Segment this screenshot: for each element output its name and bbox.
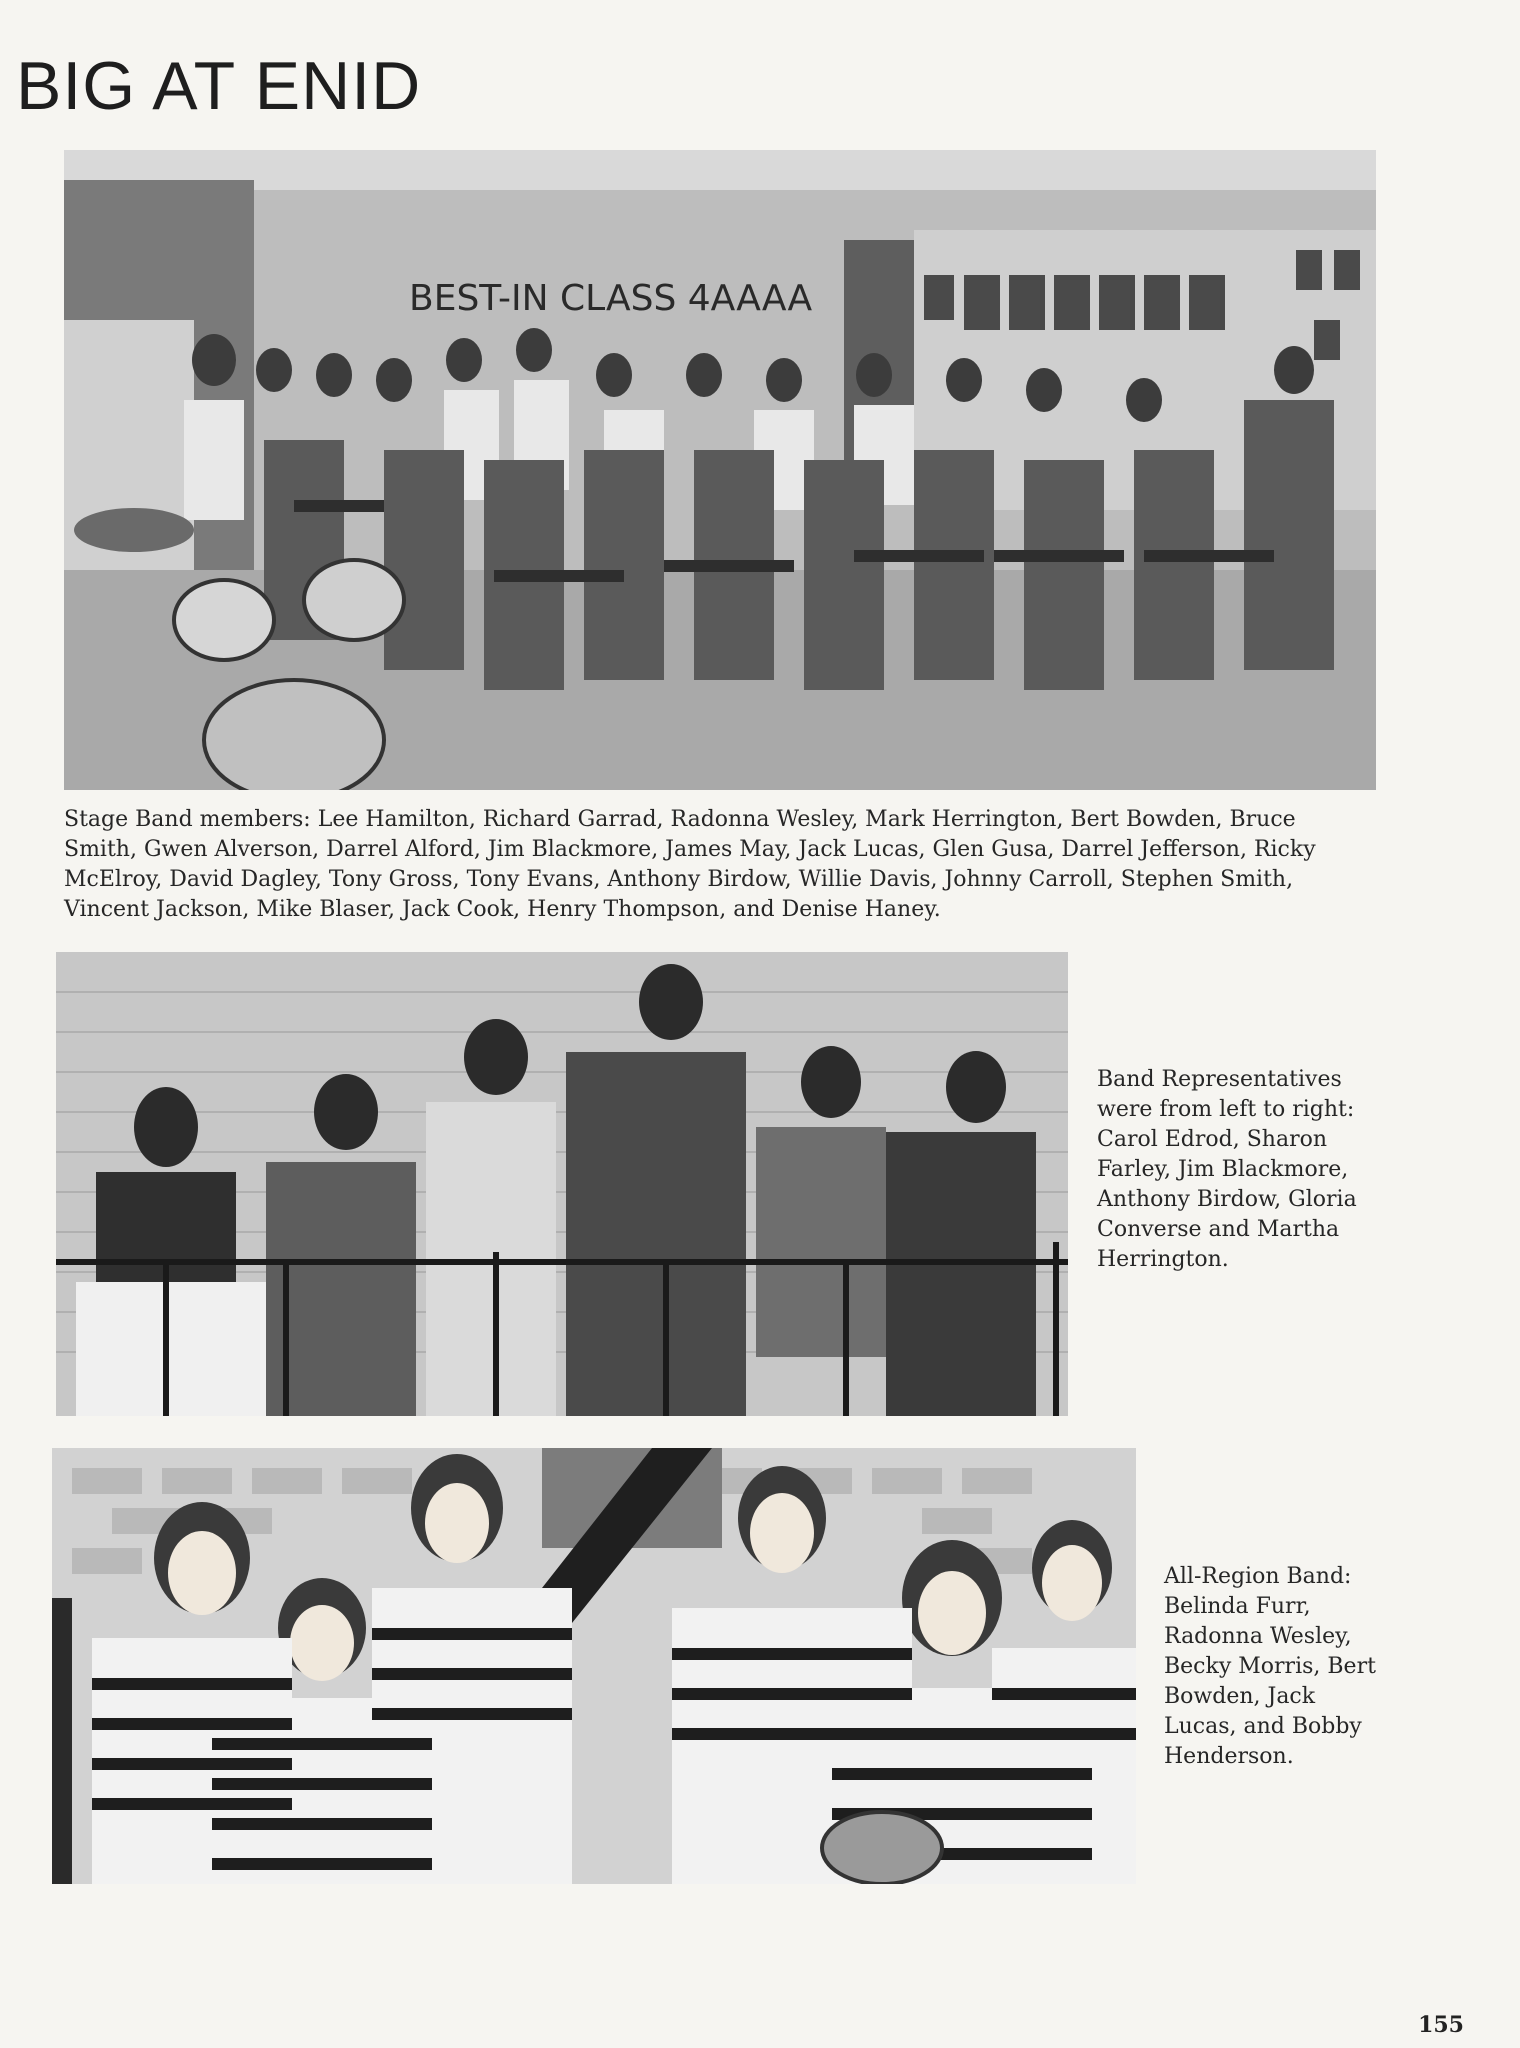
banner-text: BEST-IN CLASS 4AAAA bbox=[409, 278, 813, 319]
band-representatives-photo-illustration bbox=[56, 952, 1068, 1416]
band-representatives-photo bbox=[56, 952, 1068, 1416]
all-region-band-caption: All-Region Band: Belinda Furr, Radonna Wesley, Becky Morris, Bert Bowden, Jack Lucas, and Bobby Henderson. bbox=[1164, 1564, 1376, 1769]
page-number: 155 bbox=[1418, 2012, 1464, 2038]
band-representatives-caption: Band Representatives were from left to right: Carol Edrod, Sharon Farley, Jim Blackmore, Anthony Birdow, Gloria Converse and Martha Herrington. bbox=[1097, 1067, 1357, 1272]
all-region-band-photo bbox=[52, 1448, 1136, 1884]
stage-band-photo bbox=[64, 150, 1376, 790]
all-region-band-photo-illustration bbox=[52, 1448, 1136, 1884]
page-title: BIG AT ENID bbox=[16, 48, 422, 124]
stage-band-caption: Stage Band members: Lee Hamilton, Richard Garrad, Radonna Wesley, Mark Herrington, Bert Bowden, Bruce Smith, Gwen Alverson, Darrel Alford, Jim Blackmore, James May, Jack Lucas, Glen Gusa, Darrel Jefferson, Ricky McElroy, David Dagley, Tony Gross, Tony Evans, Anthony Birdow, Willie Davis, Johnny Carroll, Stephen Smith, Vincent Jackson, Mike Blaser, Jack Cook, Henry Thompson, and Denise Haney. bbox=[64, 807, 1316, 922]
stage-band-photo-illustration bbox=[64, 150, 1376, 790]
